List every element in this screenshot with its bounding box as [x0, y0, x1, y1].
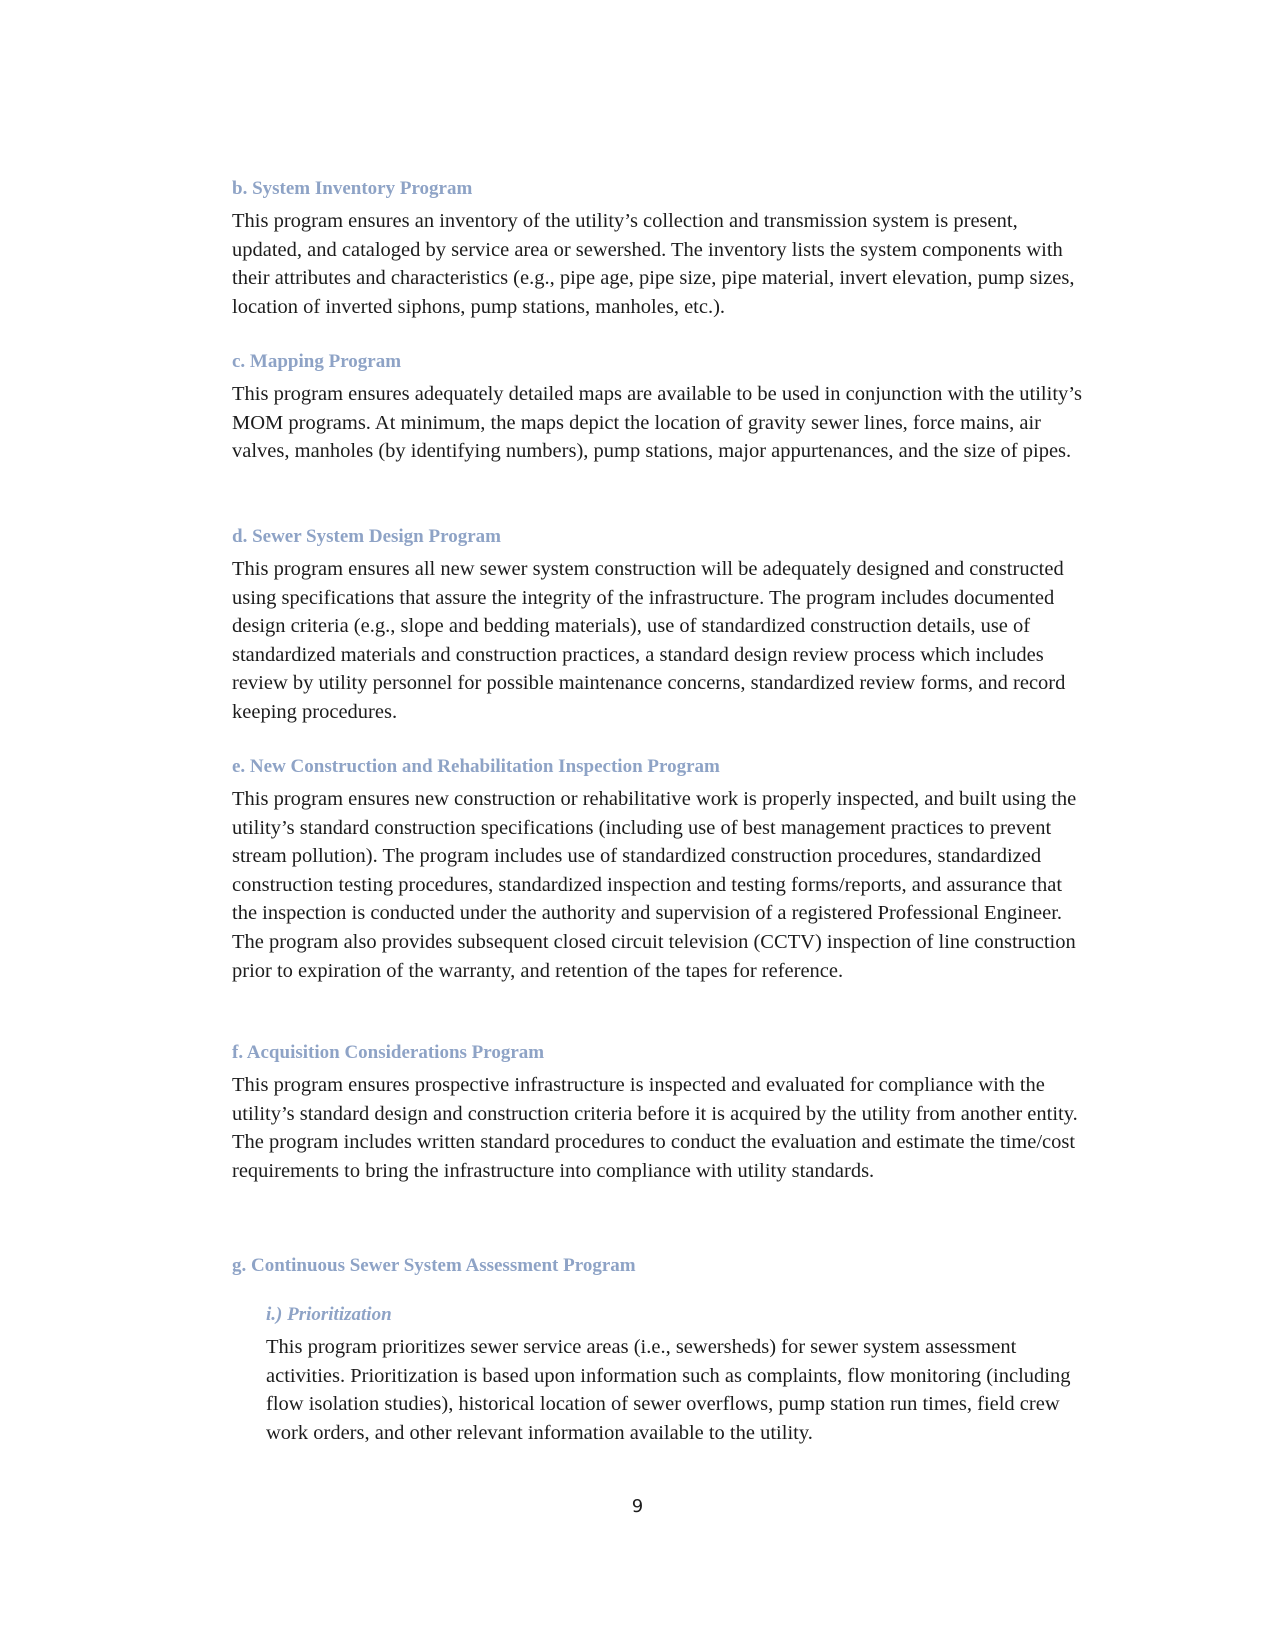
section-new-construction-inspection	[232, 755, 1082, 985]
section-heading: d. Sewer System Design Program	[232, 526, 501, 547]
page-number: 9	[631, 1496, 644, 1517]
section-heading: e. New Construction and Rehabilitation Inspection Program	[232, 756, 720, 777]
section-heading: c. Mapping Program	[232, 351, 402, 372]
section-heading: f. Acquisition Considerations Program	[232, 1042, 545, 1063]
section-body: This program ensures an inventory of the utility’s collection and transmission system is present, updated, and cataloged by service area or sewershed. The inventory lists the system components with their attributes and characteristics (e.g., pipe age, pipe size, pipe material, invert elevation, pump sizes, location of inverted siphons, pump stations, manholes, etc.).	[232, 210, 1075, 318]
section-sewer-system-design	[232, 525, 1082, 727]
section-heading: b. System Inventory Program	[232, 178, 473, 199]
section-continuous-assessment	[232, 1254, 1082, 1284]
section-system-inventory	[232, 177, 1082, 321]
section-acquisition-considerations	[232, 1041, 1082, 1185]
section-body: This program ensures prospective infrastructure is inspected and evaluated for compliance with the utility’s standard design and construction criteria before it is acquired by the utility from another entity. The program includes written standard procedures to conduct the evaluation and estimate the time/cost requirements to bring the infrastructure into compliance with utility standards.	[232, 1074, 1078, 1182]
subsection-prioritization	[266, 1303, 1076, 1447]
section-mapping	[232, 350, 1082, 466]
section-body: This program ensures adequately detailed maps are available to be used in conjunction with the utility’s MOM programs. At minimum, the maps depict the location of gravity sewer lines, force mains, air valves, manholes (by identifying numbers), pump stations, major appurtenances, and the size of pipes.	[232, 383, 1082, 463]
subsection-heading: i.) Prioritization	[266, 1304, 392, 1325]
section-body: This program ensures new construction or rehabilitative work is properly inspected, and built using the utility’s standard construction specifications (including use of best management practices to prevent stream pollution). The program includes use of standardized construction procedures, standardized construction testing procedures, standardized inspection and testing forms/reports, and assurance that the inspection is conducted under the authority and supervision of a registered Professional Engineer. The program also provides subsequent closed circuit television (CCTV) inspection of line construction prior to expiration of the warranty, and retention of the tapes for reference.	[232, 788, 1077, 982]
subsection-body: This program prioritizes sewer service areas (i.e., sewersheds) for sewer system assessment activities. Prioritization is based upon information such as complaints, flow monitoring (including flow isolation studies), historical location of sewer overflows, pump station run times, field crew work orders, and other relevant information available to the utility.	[266, 1336, 1071, 1444]
section-body: This program ensures all new sewer system construction will be adequately designed and constructed using specifications that assure the integrity of the infrastructure. The program includes documented design criteria (e.g., slope and bedding materials), use of standardized construction details, use of standardized materials and construction practices, a standard design review process which includes review by utility personnel for possible maintenance concerns, standardized review forms, and record keeping procedures.	[232, 558, 1066, 723]
section-heading: g. Continuous Sewer System Assessment Program	[232, 1255, 636, 1276]
